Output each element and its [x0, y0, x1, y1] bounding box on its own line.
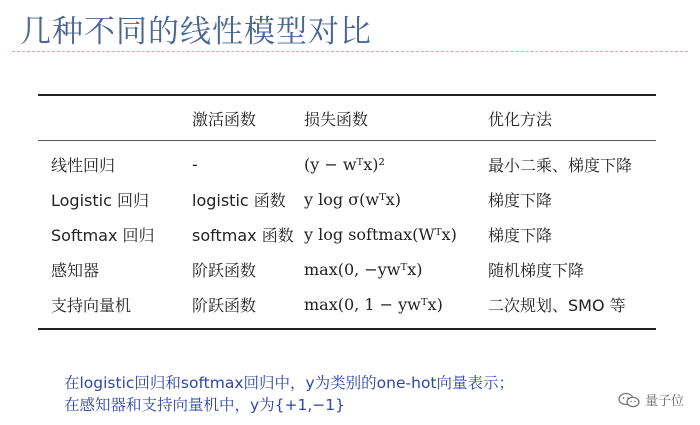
activation-cell: 阶跃函数 [192, 296, 257, 315]
table-row [38, 147, 656, 182]
loss-cell: (y − wᵀx)² [304, 155, 385, 174]
optimizer-cell: 二次规划、SMO 等 [488, 296, 626, 315]
model-name-cell: Logistic 回归 [51, 191, 149, 210]
header-cell-loss: 损失函数 [304, 109, 369, 129]
header-cell-optimizer: 优化方法 [488, 109, 553, 129]
optimizer-cell: 随机梯度下降 [488, 261, 585, 280]
table-row [38, 252, 656, 287]
model-name-cell: 支持向量机 [51, 296, 132, 315]
loss-cell: max(0, 1 − ywᵀx) [304, 295, 443, 314]
optimizer-cell: 梯度下降 [488, 226, 553, 245]
wechat-icon [618, 392, 640, 408]
loss-cell: max(0, −ywᵀx) [304, 260, 423, 279]
loss-cell: y log σ(wᵀx) [304, 190, 402, 209]
footnote-line-2: 在感知器和支持向量机中，y为{+1,−1} [64, 396, 346, 414]
watermark [618, 390, 684, 409]
slide-title: 几种不同的线性模型对比 [20, 14, 372, 50]
table-header-rule [38, 140, 656, 141]
table-bottom-rule [38, 328, 656, 330]
model-name-cell: 感知器 [51, 261, 100, 280]
activation-cell: 阶跃函数 [192, 261, 257, 280]
footnote [64, 372, 514, 416]
title-divider [12, 51, 688, 52]
activation-cell: logistic 函数 [192, 191, 286, 210]
optimizer-cell: 最小二乘、梯度下降 [488, 156, 633, 175]
table-header-row [38, 96, 656, 140]
model-name-cell: Softmax 回归 [51, 226, 155, 245]
footnote-line-1: 在logistic回归和softmax回归中，y为类别的one-hot向量表示； [64, 374, 515, 392]
watermark-text: 量子位 [645, 394, 685, 409]
optimizer-cell: 梯度下降 [488, 191, 553, 210]
table-row [38, 217, 656, 252]
header-cell-activation: 激活函数 [192, 109, 257, 129]
activation-cell: - [192, 155, 198, 174]
loss-cell: y log softmax(Wᵀx) [304, 225, 457, 244]
comparison-table [38, 94, 656, 330]
table-row [38, 182, 656, 217]
activation-cell: softmax 函数 [192, 226, 294, 245]
model-name-cell: 线性回归 [51, 156, 116, 175]
table-row [38, 287, 656, 322]
